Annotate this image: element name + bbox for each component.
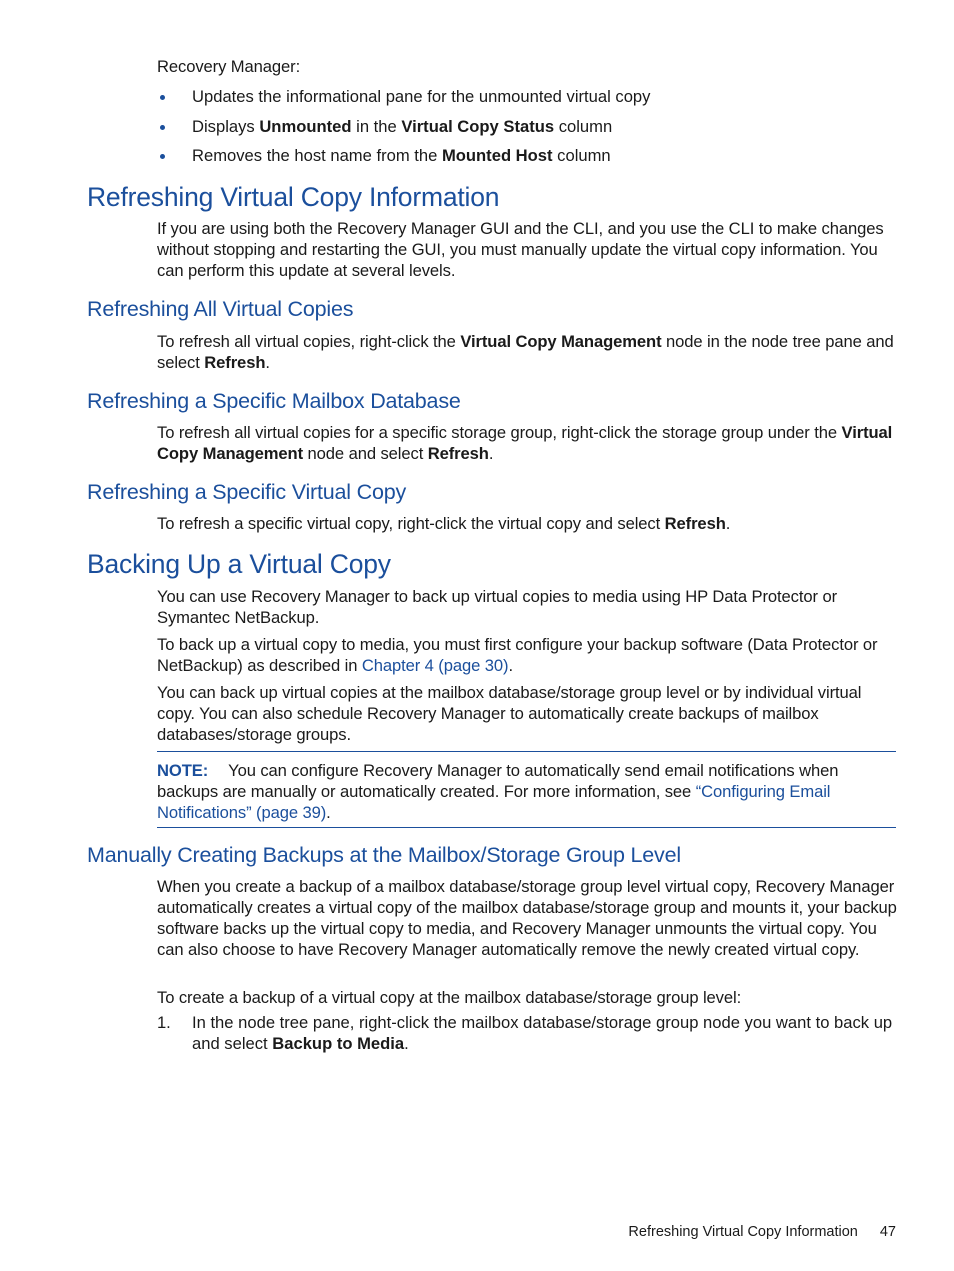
bullet-icon: [160, 95, 165, 100]
bullet-text: column: [552, 146, 611, 165]
subsection-heading: Refreshing All Virtual Copies: [87, 297, 354, 321]
list-item: [157, 116, 897, 137]
bullet-text: Displays: [192, 117, 260, 136]
section-paragraph: To refresh all virtual copies for a specific storage group, right-click the storage group under the Virtual Copy Management node and select Refresh.: [157, 423, 893, 463]
intro-lead: Recovery Manager:: [157, 57, 301, 76]
subsection-heading: Manually Creating Backups at the Mailbox/Storage Group Level: [87, 843, 681, 867]
chapter-link[interactable]: Chapter 4 (page 30): [361, 656, 509, 675]
subsection-heading: Refreshing a Specific Virtual Copy: [87, 480, 407, 504]
note-box: NOTE: You can configure Recovery Manager to automatically send email notifications when backups are manually or automatically created. For more information, see “Configuring Email Notifications” (page 39).: [157, 761, 839, 822]
bullet-bold-term: Mounted Host: [441, 146, 553, 165]
bullet-text: in the: [351, 117, 402, 136]
note-label: NOTE:: [157, 761, 209, 780]
section-paragraph: To refresh all virtual copies, right-click the Virtual Copy Management node in the node tree pane and select Refresh.: [157, 332, 894, 372]
list-item: [157, 86, 897, 107]
bullet-icon: [160, 154, 165, 159]
note-bottom-rule: [157, 827, 896, 828]
list-item: [157, 145, 897, 166]
section-paragraph: To refresh a specific virtual copy, right-click the virtual copy and select Refresh.: [157, 514, 731, 533]
section-paragraph: If you are using both the Recovery Manager GUI and the CLI, and you use the CLI to make changes without stopping and restarting the GUI, you must manually update the virtual copy information. You can perform this update at several levels.: [157, 219, 884, 280]
note-top-rule: [157, 751, 896, 752]
section-paragraph: To back up a virtual copy to media, you must first configure your backup software (Data Protector or NetBackup) as described in Chapter 4 (page 30).: [157, 635, 878, 675]
bullet-text: Updates the informational pane for the unmounted virtual copy: [192, 87, 651, 106]
bullet-text: Removes the host name from the: [192, 146, 442, 165]
section-paragraph: To create a backup of a virtual copy at the mailbox database/storage group level:: [157, 988, 742, 1007]
bullet-text: column: [554, 117, 613, 136]
bullet-bold-term: Unmounted: [259, 117, 352, 136]
section-heading: Backing Up a Virtual Copy: [87, 549, 391, 579]
subsection-heading: Refreshing a Specific Mailbox Database: [87, 389, 461, 413]
page-footer: [600, 1222, 896, 1242]
section-paragraph: When you create a backup of a mailbox database/storage group level virtual copy, Recovery Manager automatically creates a virtual copy of the mailbox database/storage group and mounts it, your backup software backs up the virtual copy to media, and Recovery Manager unmounts the virtual copy. You can also choose to have Recovery Manager automatically remove the newly created virtual copy.: [157, 877, 897, 959]
step-number: 1.: [157, 1013, 171, 1032]
bullet-bold-term: Virtual Copy Status: [401, 117, 555, 136]
email-notifications-link[interactable]: “Configuring Email Notifications” (page 39): [157, 782, 831, 822]
section-paragraph: You can back up virtual copies at the mailbox database/storage group level or by individual virtual copy. You can also schedule Recovery Manager to automatically create backups of mailbox databases/storage groups.: [157, 683, 862, 744]
bullet-icon: [160, 125, 165, 130]
page-number: 47: [879, 1224, 896, 1240]
section-paragraph: You can use Recovery Manager to back up virtual copies to media using HP Data Protector or Symantec NetBackup.: [157, 587, 838, 627]
step-text: In the node tree pane, right-click the mailbox database/storage group node you want to back up and select Backup to Media.: [192, 1013, 893, 1053]
section-heading: Refreshing Virtual Copy Information: [87, 182, 500, 212]
footer-title: Refreshing Virtual Copy Information: [628, 1224, 858, 1240]
